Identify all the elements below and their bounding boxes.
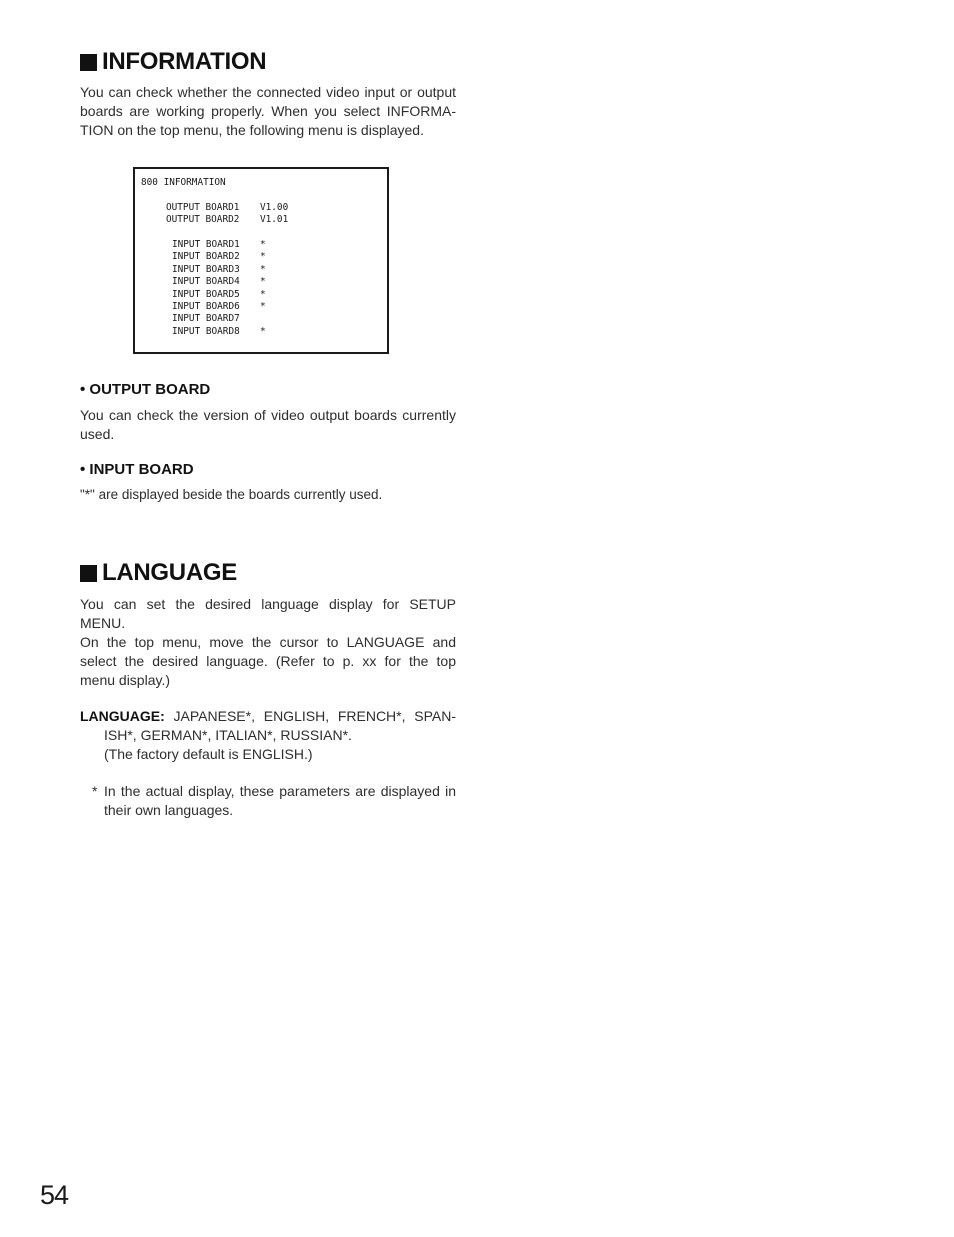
footnote-mark: * xyxy=(92,783,98,799)
menu-input-board-label: INPUT BOARD2 xyxy=(172,251,240,263)
menu-input-board-label: INPUT BOARD3 xyxy=(172,263,240,275)
page-number: 54 xyxy=(40,1180,69,1210)
language-parameter-line xyxy=(80,707,456,726)
menu-input-board-mark: * xyxy=(260,239,266,250)
information-intro-line: boards are working properly. When you select INFORMA- xyxy=(80,103,456,119)
information-intro xyxy=(80,83,456,140)
information-intro-line: You can check whether the connected video input or output xyxy=(80,84,456,100)
language-heading-text: LANGUAGE xyxy=(102,559,237,586)
language-intro-line: select the desired language. (Refer to p. xx for the top xyxy=(80,653,456,669)
language-intro-line: MENU. xyxy=(80,615,126,631)
input-board-section xyxy=(80,461,456,504)
menu-input-board-mark: * xyxy=(260,288,266,300)
information-heading xyxy=(80,48,266,76)
menu-output-board-version: V1.01 xyxy=(260,214,289,226)
menu-input-board-label: INPUT BOARD1 xyxy=(172,239,240,250)
information-heading-text: INFORMATION xyxy=(102,48,267,75)
footnote-text-line: their own languages. xyxy=(104,802,234,818)
section-square-icon xyxy=(80,565,97,582)
menu-input-board-mark: * xyxy=(260,301,266,312)
output-board-text-line: You can check the version of video output boards currently xyxy=(80,407,456,423)
language-parameter-values-cont: ISH*, GERMAN*, ITALIAN*, RUSSIAN*. xyxy=(104,727,352,743)
menu-output-board-label: OUTPUT BOARD2 xyxy=(166,214,240,226)
section-square-icon xyxy=(80,54,97,71)
menu-input-board-mark: * xyxy=(260,276,266,288)
information-menu-display xyxy=(133,167,389,354)
menu-input-board-label: INPUT BOARD7 xyxy=(172,313,240,325)
language-parameter-values: JAPANESE*, ENGLISH, FRENCH*, SPAN- xyxy=(173,708,457,724)
menu-input-board-label: INPUT BOARD5 xyxy=(172,288,240,300)
language-intro-line: On the top menu, move the cursor to LANGUAGE and xyxy=(80,634,456,650)
output-board-section xyxy=(80,381,456,444)
menu-input-board-label: INPUT BOARD8 xyxy=(172,325,240,337)
menu-input-board-label: INPUT BOARD4 xyxy=(172,276,240,288)
language-intro-line: You can set the desired language display for SETUP xyxy=(80,596,456,612)
language-factory-default: (The factory default is ENGLISH.) xyxy=(104,746,313,762)
menu-input-board-label: INPUT BOARD6 xyxy=(172,301,240,312)
menu-output-board-label: OUTPUT BOARD1 xyxy=(166,202,240,213)
language-heading xyxy=(80,559,237,587)
input-board-title: • INPUT BOARD xyxy=(80,461,194,478)
menu-input-board-mark: * xyxy=(260,263,266,275)
language-intro xyxy=(80,595,456,690)
information-intro-line: TION on the top menu, the following menu is displayed. xyxy=(80,122,424,138)
language-parameter-label: LANGUAGE: xyxy=(80,708,165,724)
output-board-title: • OUTPUT BOARD xyxy=(80,381,211,398)
menu-input-board-mark: * xyxy=(260,251,266,263)
menu-input-board-mark: * xyxy=(260,325,266,337)
language-intro-line: menu display.) xyxy=(80,672,171,688)
menu-title: 800 INFORMATION xyxy=(141,177,226,188)
menu-output-board-version: V1.00 xyxy=(260,202,289,213)
footnote-text-line: In the actual display, these parameters are displayed in xyxy=(104,783,456,799)
output-board-text-line: used. xyxy=(80,426,115,442)
input-board-text: "*" are displayed beside the boards currently used. xyxy=(80,487,383,502)
